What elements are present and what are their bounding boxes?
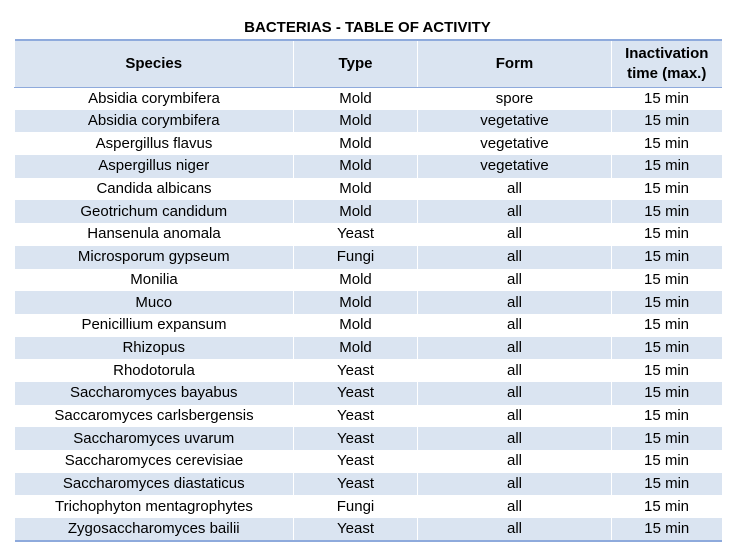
column-header-species: Species: [15, 40, 294, 87]
table-row: [15, 223, 722, 246]
cell-form: all: [418, 427, 612, 450]
cell-time: 15 min: [612, 405, 722, 428]
table-row: [15, 291, 722, 314]
table-row: [15, 473, 722, 496]
cell-type: Yeast: [294, 405, 418, 428]
cell-species: Absidia corymbifera: [15, 110, 294, 133]
cell-form: all: [418, 382, 612, 405]
cell-species: Rhizopus: [15, 337, 294, 360]
cell-type: Yeast: [294, 450, 418, 473]
cell-time: 15 min: [612, 473, 722, 496]
cell-time: 15 min: [612, 427, 722, 450]
cell-type: Yeast: [294, 427, 418, 450]
cell-time: 15 min: [612, 178, 722, 201]
cell-type: Yeast: [294, 473, 418, 496]
table-row: [15, 518, 722, 541]
cell-type: Mold: [294, 110, 418, 133]
table-row: [15, 269, 722, 292]
cell-species: Rhodotorula: [15, 359, 294, 382]
cell-form: all: [418, 291, 612, 314]
table-row: [15, 405, 722, 428]
cell-species: Saccharomyces diastaticus: [15, 473, 294, 496]
cell-form: all: [418, 518, 612, 541]
activity-table: [14, 39, 722, 542]
cell-type: Yeast: [294, 382, 418, 405]
cell-type: Fungi: [294, 246, 418, 269]
cell-species: Aspergillus flavus: [15, 132, 294, 155]
cell-time: 15 min: [612, 337, 722, 360]
cell-form: spore: [418, 87, 612, 110]
cell-type: Fungi: [294, 495, 418, 518]
cell-form: all: [418, 337, 612, 360]
table-row: [15, 178, 722, 201]
cell-form: all: [418, 246, 612, 269]
cell-time: 15 min: [612, 269, 722, 292]
cell-form: vegetative: [418, 110, 612, 133]
cell-time: 15 min: [612, 87, 722, 110]
cell-species: Aspergillus niger: [15, 155, 294, 178]
table-row: [15, 155, 722, 178]
cell-form: all: [418, 223, 612, 246]
cell-form: all: [418, 359, 612, 382]
cell-species: Microsporum gypseum: [15, 246, 294, 269]
table-row: [15, 200, 722, 223]
cell-species: Zygosaccharomyces bailii: [15, 518, 294, 541]
cell-time: 15 min: [612, 223, 722, 246]
table-row: [15, 495, 722, 518]
table-row: [15, 132, 722, 155]
cell-time: 15 min: [612, 314, 722, 337]
cell-species: Saccharomyces bayabus: [15, 382, 294, 405]
cell-type: Mold: [294, 132, 418, 155]
table-header-row: [15, 40, 722, 87]
cell-type: Mold: [294, 155, 418, 178]
cell-form: all: [418, 178, 612, 201]
cell-type: Yeast: [294, 223, 418, 246]
cell-type: Mold: [294, 269, 418, 292]
table-row: [15, 359, 722, 382]
cell-species: Saccaromyces carlsbergensis: [15, 405, 294, 428]
table-row: [15, 246, 722, 269]
cell-time: 15 min: [612, 291, 722, 314]
cell-time: 15 min: [612, 450, 722, 473]
cell-form: all: [418, 200, 612, 223]
cell-time: 15 min: [612, 246, 722, 269]
cell-species: Trichophyton mentagrophytes: [15, 495, 294, 518]
cell-type: Mold: [294, 87, 418, 110]
cell-type: Yeast: [294, 518, 418, 541]
cell-form: vegetative: [418, 155, 612, 178]
cell-species: Muco: [15, 291, 294, 314]
column-header-type: Type: [294, 40, 418, 87]
cell-form: all: [418, 314, 612, 337]
cell-time: 15 min: [612, 495, 722, 518]
cell-species: Absidia corymbifera: [15, 87, 294, 110]
cell-form: all: [418, 473, 612, 496]
cell-form: all: [418, 450, 612, 473]
cell-type: Mold: [294, 178, 418, 201]
cell-form: all: [418, 405, 612, 428]
cell-species: Monilia: [15, 269, 294, 292]
table-row: [15, 314, 722, 337]
cell-form: vegetative: [418, 132, 612, 155]
table-row: [15, 427, 722, 450]
cell-species: Geotrichum candidum: [15, 200, 294, 223]
table-row: [15, 382, 722, 405]
cell-species: Saccharomyces cerevisiae: [15, 450, 294, 473]
cell-species: Penicillium expansum: [15, 314, 294, 337]
cell-time: 15 min: [612, 359, 722, 382]
cell-species: Saccharomyces uvarum: [15, 427, 294, 450]
column-header-form: Form: [418, 40, 612, 87]
table-row: [15, 337, 722, 360]
cell-form: all: [418, 495, 612, 518]
column-header-time: Inactivation time (max.): [612, 40, 722, 87]
table-body: [15, 87, 722, 541]
cell-time: 15 min: [612, 155, 722, 178]
cell-time: 15 min: [612, 200, 722, 223]
cell-type: Mold: [294, 291, 418, 314]
cell-type: Yeast: [294, 359, 418, 382]
table-row: [15, 450, 722, 473]
cell-type: Mold: [294, 337, 418, 360]
cell-species: Candida albicans: [15, 178, 294, 201]
table-title: BACTERIAS - TABLE OF ACTIVITY: [244, 19, 491, 36]
cell-time: 15 min: [612, 382, 722, 405]
cell-time: 15 min: [612, 110, 722, 133]
table-row: [15, 110, 722, 133]
cell-type: Mold: [294, 314, 418, 337]
cell-type: Mold: [294, 200, 418, 223]
cell-time: 15 min: [612, 518, 722, 541]
cell-species: Hansenula anomala: [15, 223, 294, 246]
cell-time: 15 min: [612, 132, 722, 155]
cell-form: all: [418, 269, 612, 292]
table-row: [15, 87, 722, 110]
